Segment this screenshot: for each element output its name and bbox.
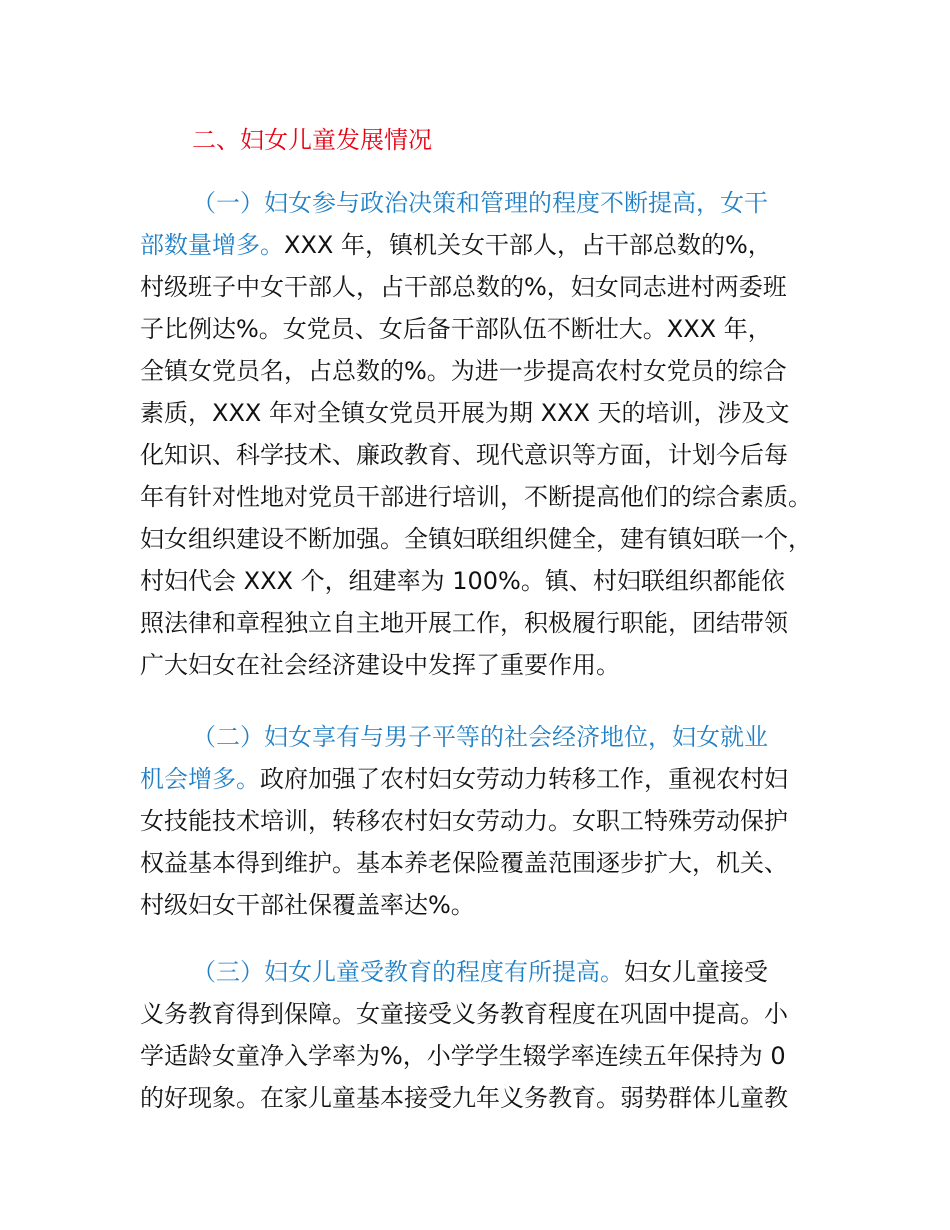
text-line: 女技能技术培训，转移农村妇女劳动力。女职工特殊劳动保护 [140, 807, 788, 835]
text-line [140, 224, 840, 266]
text-line: 学适龄女童净入学率为%，小学学生辍学率连续五年保持为 0 [140, 1042, 786, 1070]
paragraph-women-politics [140, 182, 840, 686]
text-line: 村妇代会 XXX 个，组建率为 100%。镇、村妇联组织都能依 [140, 567, 785, 595]
paragraph-women-economy [140, 716, 840, 926]
text-line: 照法律和章程独立自主地开展工作，积极履行职能，团结带领 [140, 609, 788, 637]
text-line: 全镇女党员名，占总数的%。为进一步提高农村女党员的综合 [140, 357, 787, 385]
text-line: 化知识、科学技术、廉政教育、现代意识等方面，计划今后每 [140, 441, 788, 469]
text-line: 年有针对性地对党员干部进行培训，不断提高他们的综合素质。 [140, 483, 812, 511]
text-line: 村级妇女干部社保覆盖率达%。 [140, 891, 475, 919]
body-text: 政府加强了农村妇女劳动力转移工作，重视农村妇 [260, 765, 788, 793]
text-line [140, 758, 840, 800]
text-line: 素质，XXX 年对全镇女党员开展为期 XXX 天的培训，涉及文 [140, 399, 790, 427]
text-line: 的好现象。在家儿童基本接受九年义务教育。弱势群体儿童教 [140, 1084, 788, 1112]
body-text: XXX 年，镇机关女干部人，占干部总数的%， [284, 231, 772, 259]
text-line [140, 716, 840, 758]
text-line: 义务教育得到保障。女童接受义务教育程度在巩固中提高。小 [140, 1000, 788, 1028]
text-line: 妇女组织建设不断加强。全镇妇联组织健全，建有镇妇联一个， [140, 525, 812, 553]
subheading: 部数量增多。 [140, 231, 284, 259]
text-line: 广大妇女在社会经济建设中发挥了重要作用。 [140, 651, 620, 679]
subheading: （二）妇女享有与男子平等的社会经济地位，妇女就业 [192, 723, 768, 751]
paragraph-education [140, 951, 840, 1119]
subheading: （三）妇女儿童受教育的程度有所提高。 [192, 958, 624, 986]
section-heading: 二、妇女儿童发展情况 [192, 126, 432, 154]
text-line: 子比例达%。女党员、女后备干部队伍不断壮大。XXX 年， [140, 315, 772, 343]
text-line: 权益基本得到维护。基本养老保险覆盖范围逐步扩大，机关、 [140, 849, 788, 877]
text-line: 村级班子中女干部人，占干部总数的%，妇女同志进村两委班 [140, 273, 787, 301]
text-line [140, 951, 840, 993]
subheading: （一）妇女参与政治决策和管理的程度不断提高，女干 [192, 189, 768, 217]
subheading: 机会增多。 [140, 765, 260, 793]
body-text: 妇女儿童接受 [624, 958, 768, 986]
text-line [140, 182, 840, 224]
